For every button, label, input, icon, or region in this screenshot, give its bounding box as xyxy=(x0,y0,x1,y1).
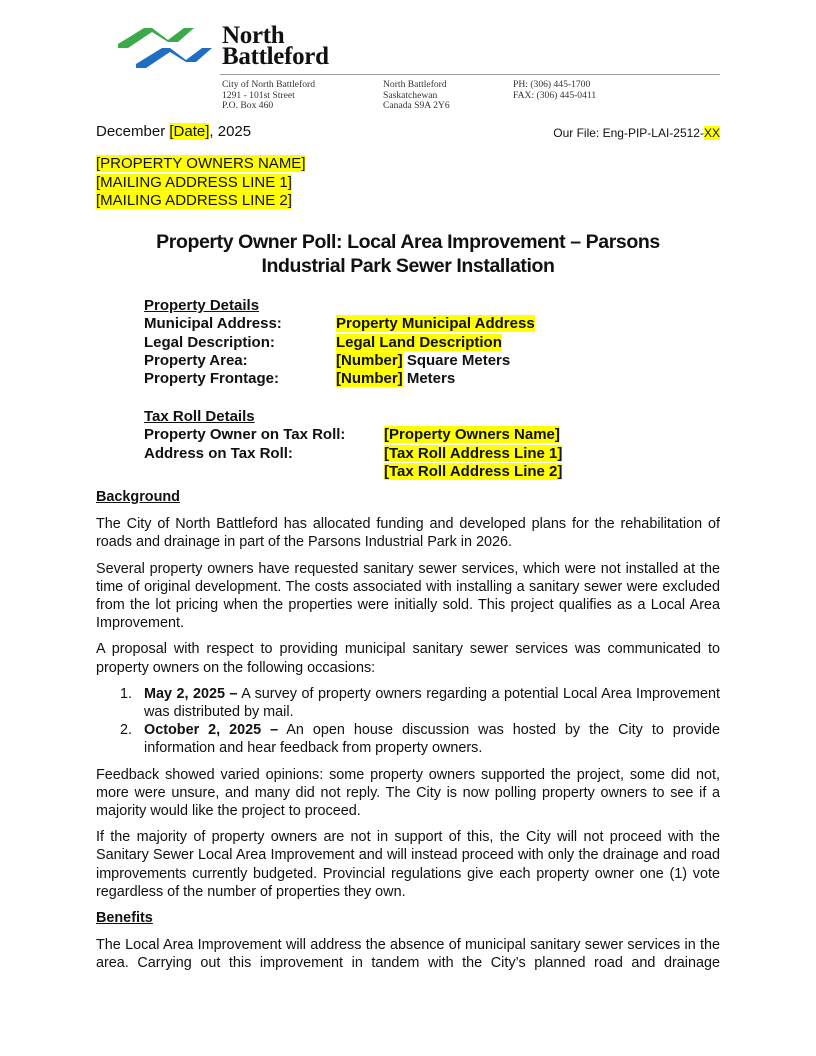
file-ref-placeholder: XX xyxy=(703,126,720,140)
tax-roll-owner-value: [Property Owners Name] xyxy=(384,426,560,444)
header-divider xyxy=(220,74,720,75)
property-area-label: Property Area: xyxy=(144,351,248,369)
municipal-address-value: Property Municipal Address xyxy=(336,315,535,333)
address-column-city xyxy=(222,80,315,112)
occasions-list xyxy=(96,685,720,758)
tax-roll-address-label: Address on Tax Roll: xyxy=(144,444,293,462)
property-details xyxy=(144,297,535,388)
address-line: P.O. Box 460 xyxy=(222,100,274,112)
property-frontage-row xyxy=(144,370,535,388)
benefits-heading: Benefits xyxy=(96,910,153,927)
occasion-date: October 2, 2025 – xyxy=(144,722,279,739)
property-area-number: [Number] xyxy=(336,351,403,369)
address-column-location xyxy=(383,80,450,112)
tax-roll-address-line-1: [Tax Roll Address Line 1] xyxy=(384,444,563,462)
property-frontage-number: [Number] xyxy=(336,370,403,388)
tax-roll-details xyxy=(144,408,562,481)
tax-roll-address-row xyxy=(144,445,562,463)
municipal-address-label: Municipal Address: xyxy=(144,315,282,333)
background-paragraph-3: A proposal with respect to providing municipal sanitary sewer services was communicated to property owners on the following occasions: xyxy=(96,641,720,676)
letter-title xyxy=(96,230,720,278)
property-details-heading: Property Details xyxy=(144,297,260,314)
property-area-unit: Square Meters xyxy=(402,351,511,369)
phone-number: PH: (306) 445-1700 xyxy=(513,79,591,90)
property-area-row xyxy=(144,352,535,370)
address-column-contact xyxy=(513,80,596,101)
municipal-address-row xyxy=(144,315,535,333)
occasion-item xyxy=(96,685,720,721)
recipient-name: [PROPERTY OWNERS NAME] xyxy=(96,155,306,172)
legal-description-value: Legal Land Description xyxy=(336,333,502,351)
address-line: 1291 - 101st Street xyxy=(222,89,295,101)
background-section xyxy=(96,488,720,981)
tax-roll-owner-row xyxy=(144,426,562,444)
address-line: City of North Battleford xyxy=(222,79,315,90)
occasion-date: May 2, 2025 – xyxy=(144,685,238,702)
title-line-1: Property Owner Poll: Local Area Improvement – Parsons xyxy=(156,231,660,253)
property-frontage-unit: Meters xyxy=(402,370,456,388)
letter-date xyxy=(96,123,251,140)
recipient-address-line-2: [MAILING ADDRESS LINE 2] xyxy=(96,192,292,209)
address-line: Saskatchewan xyxy=(383,89,438,101)
recipient-block xyxy=(96,155,305,211)
legal-description-row xyxy=(144,334,535,352)
list-number: 1. xyxy=(120,685,133,702)
file-reference xyxy=(553,126,720,140)
title-line-2: Industrial Park Sewer Installation xyxy=(261,255,555,277)
date-prefix: December xyxy=(96,123,170,140)
occasion-text: A survey of property owners regarding a potential Local Area Improvement was distributed by mail. xyxy=(144,685,720,721)
fax-number: FAX: (306) 445-0411 xyxy=(513,89,597,101)
brand-line-1: North xyxy=(222,22,285,49)
legal-description-label: Legal Description: xyxy=(144,333,275,351)
background-heading: Background xyxy=(96,489,180,505)
address-line: North Battleford xyxy=(383,79,447,90)
occasion-item xyxy=(96,721,720,757)
logo-blue-wave xyxy=(136,48,212,68)
occasion-text: An open house discussion was hosted by the City to provide information and hear feedback from property owners. xyxy=(144,722,720,757)
property-frontage-label: Property Frontage: xyxy=(144,370,280,388)
background-paragraph-5: If the majority of property owners are not in support of this, the City will not proceed with the Sanitary Sewer Local Area Improvement and will instead proceed with only the drainage and road improvements currently budgeted. Provincial regulations give each property owner one (1) vote regardless of the number of properties they own. xyxy=(96,829,720,900)
brand-wordmark xyxy=(222,22,329,70)
tax-roll-heading: Tax Roll Details xyxy=(144,408,255,425)
background-paragraph-2: Several property owners have requested sanitary sewer services, which were not installed at the time of original development. The costs associated with installing a sanitary sewer were excluded from the lot pricing when the properties were initially sold. This project qualifies as a Local Area Improvement. xyxy=(96,560,720,632)
tax-roll-address-row-2 xyxy=(144,463,562,481)
brand-line-2: Battleford xyxy=(222,43,329,70)
background-paragraph-4: Feedback showed varied opinions: some property owners supported the project, some did not, more were unsure, and many did not reply. The City is now polling property owners to see if a majority would like the project to proceed. xyxy=(96,766,720,820)
file-ref-prefix: Our File: Eng-PIP-LAI-2512- xyxy=(553,126,704,140)
date-placeholder: [Date] xyxy=(169,123,210,140)
north-battleford-logo xyxy=(118,26,214,70)
background-paragraph-1: The City of North Battleford has allocated funding and developed plans for the rehabilitation of roads and drainage in part of the Parsons Industrial Park in 2026. xyxy=(96,516,720,551)
tax-roll-owner-label: Property Owner on Tax Roll: xyxy=(144,426,346,444)
recipient-address-line-1: [MAILING ADDRESS LINE 1] xyxy=(96,173,292,191)
benefits-paragraph-1: The Local Area Improvement will address the absence of municipal sanitary sewer services in the area. Carrying out this improvement in tandem with the City’s planned road and drainage xyxy=(96,937,720,972)
logo-green-wave xyxy=(118,28,194,48)
list-number: 2. xyxy=(120,722,133,739)
address-line: Canada S9A 2Y6 xyxy=(383,100,450,112)
date-suffix: , 2025 xyxy=(209,123,252,140)
tax-roll-address-line-2: [Tax Roll Address Line 2] xyxy=(384,462,563,480)
